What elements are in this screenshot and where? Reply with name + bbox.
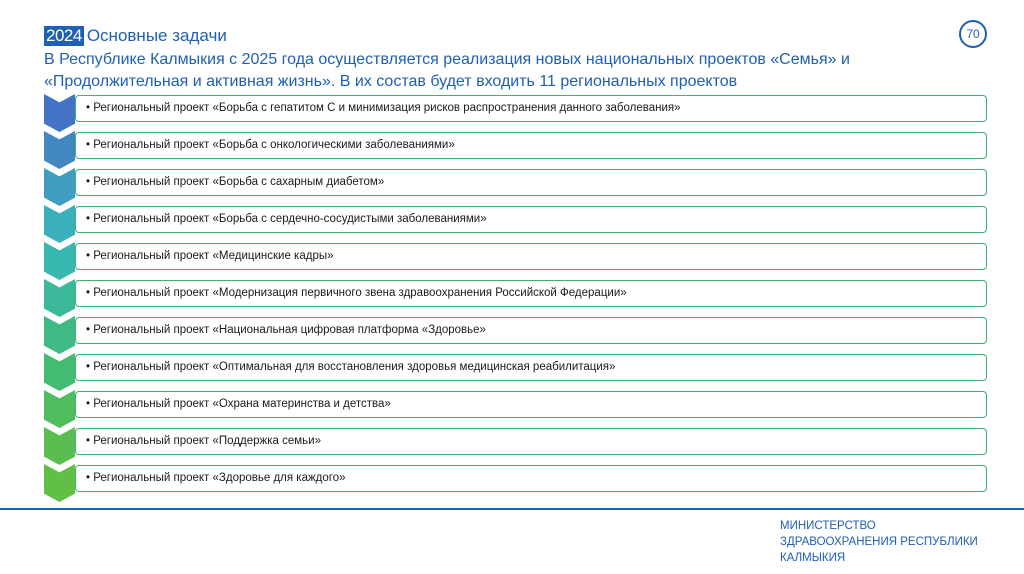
footer-line-2: ЗДРАВООХРАНЕНИЯ РЕСПУБЛИКИ [780,536,978,548]
project-item: • Региональный проект «Поддержка семьи» [75,428,987,455]
project-item: • Региональный проект «Национальная цифровая платформа «Здоровье» [75,317,987,344]
project-chevron-icon [44,94,75,132]
project-item: • Региональный проект «Борьба с гепатитом С и минимизация рисков распространения данного заболевания» [75,95,987,122]
footer-divider [0,508,1024,510]
project-item: • Региональный проект «Модернизация первичного звена здравоохранения Российской Федерации» [75,280,987,307]
project-chevron-icon [44,390,75,428]
page-number-badge: 70 [959,20,987,48]
ministry-footer [780,518,1000,566]
slide-title: Основные задачи [86,26,227,45]
project-chevron-icon [44,464,75,502]
footer-line-1: МИНИСТЕРСТВО [780,520,876,532]
slide-header [44,26,227,46]
year-badge: 2024 [46,26,82,45]
project-chevron-icon [44,242,75,280]
project-item: • Региональный проект «Борьба с онкологическими заболеваниями» [75,132,987,159]
project-chevron-icon [44,353,75,391]
footer-line-3: КАЛМЫКИЯ [780,552,846,564]
project-item: • Региональный проект «Здоровье для каждого» [75,465,987,492]
slide-subtitle: В Республике Калмыкия с 2025 года осуществляется реализация новых национальных проектов «Семья» и «Продолжительная и активная жизнь». В их состав будет входить 11 региональных проектов [44,51,850,90]
project-chevron-icon [44,427,75,465]
project-chevron-icon [44,131,75,169]
project-item: • Региональный проект «Оптимальная для восстановления здоровья медицинская реабилитация» [75,354,987,381]
project-item: • Региональный проект «Медицинские кадры» [75,243,987,270]
project-chevron-icon [44,279,75,317]
project-chevron-icon [44,205,75,243]
project-item: • Региональный проект «Борьба с сердечно-сосудистыми заболеваниями» [75,206,987,233]
project-chevron-icon [44,316,75,354]
project-chevron-icon [44,168,75,206]
project-item: • Региональный проект «Борьба с сахарным диабетом» [75,169,987,196]
projects-list [44,94,994,504]
project-item: • Региональный проект «Охрана материнства и детства» [75,391,987,418]
